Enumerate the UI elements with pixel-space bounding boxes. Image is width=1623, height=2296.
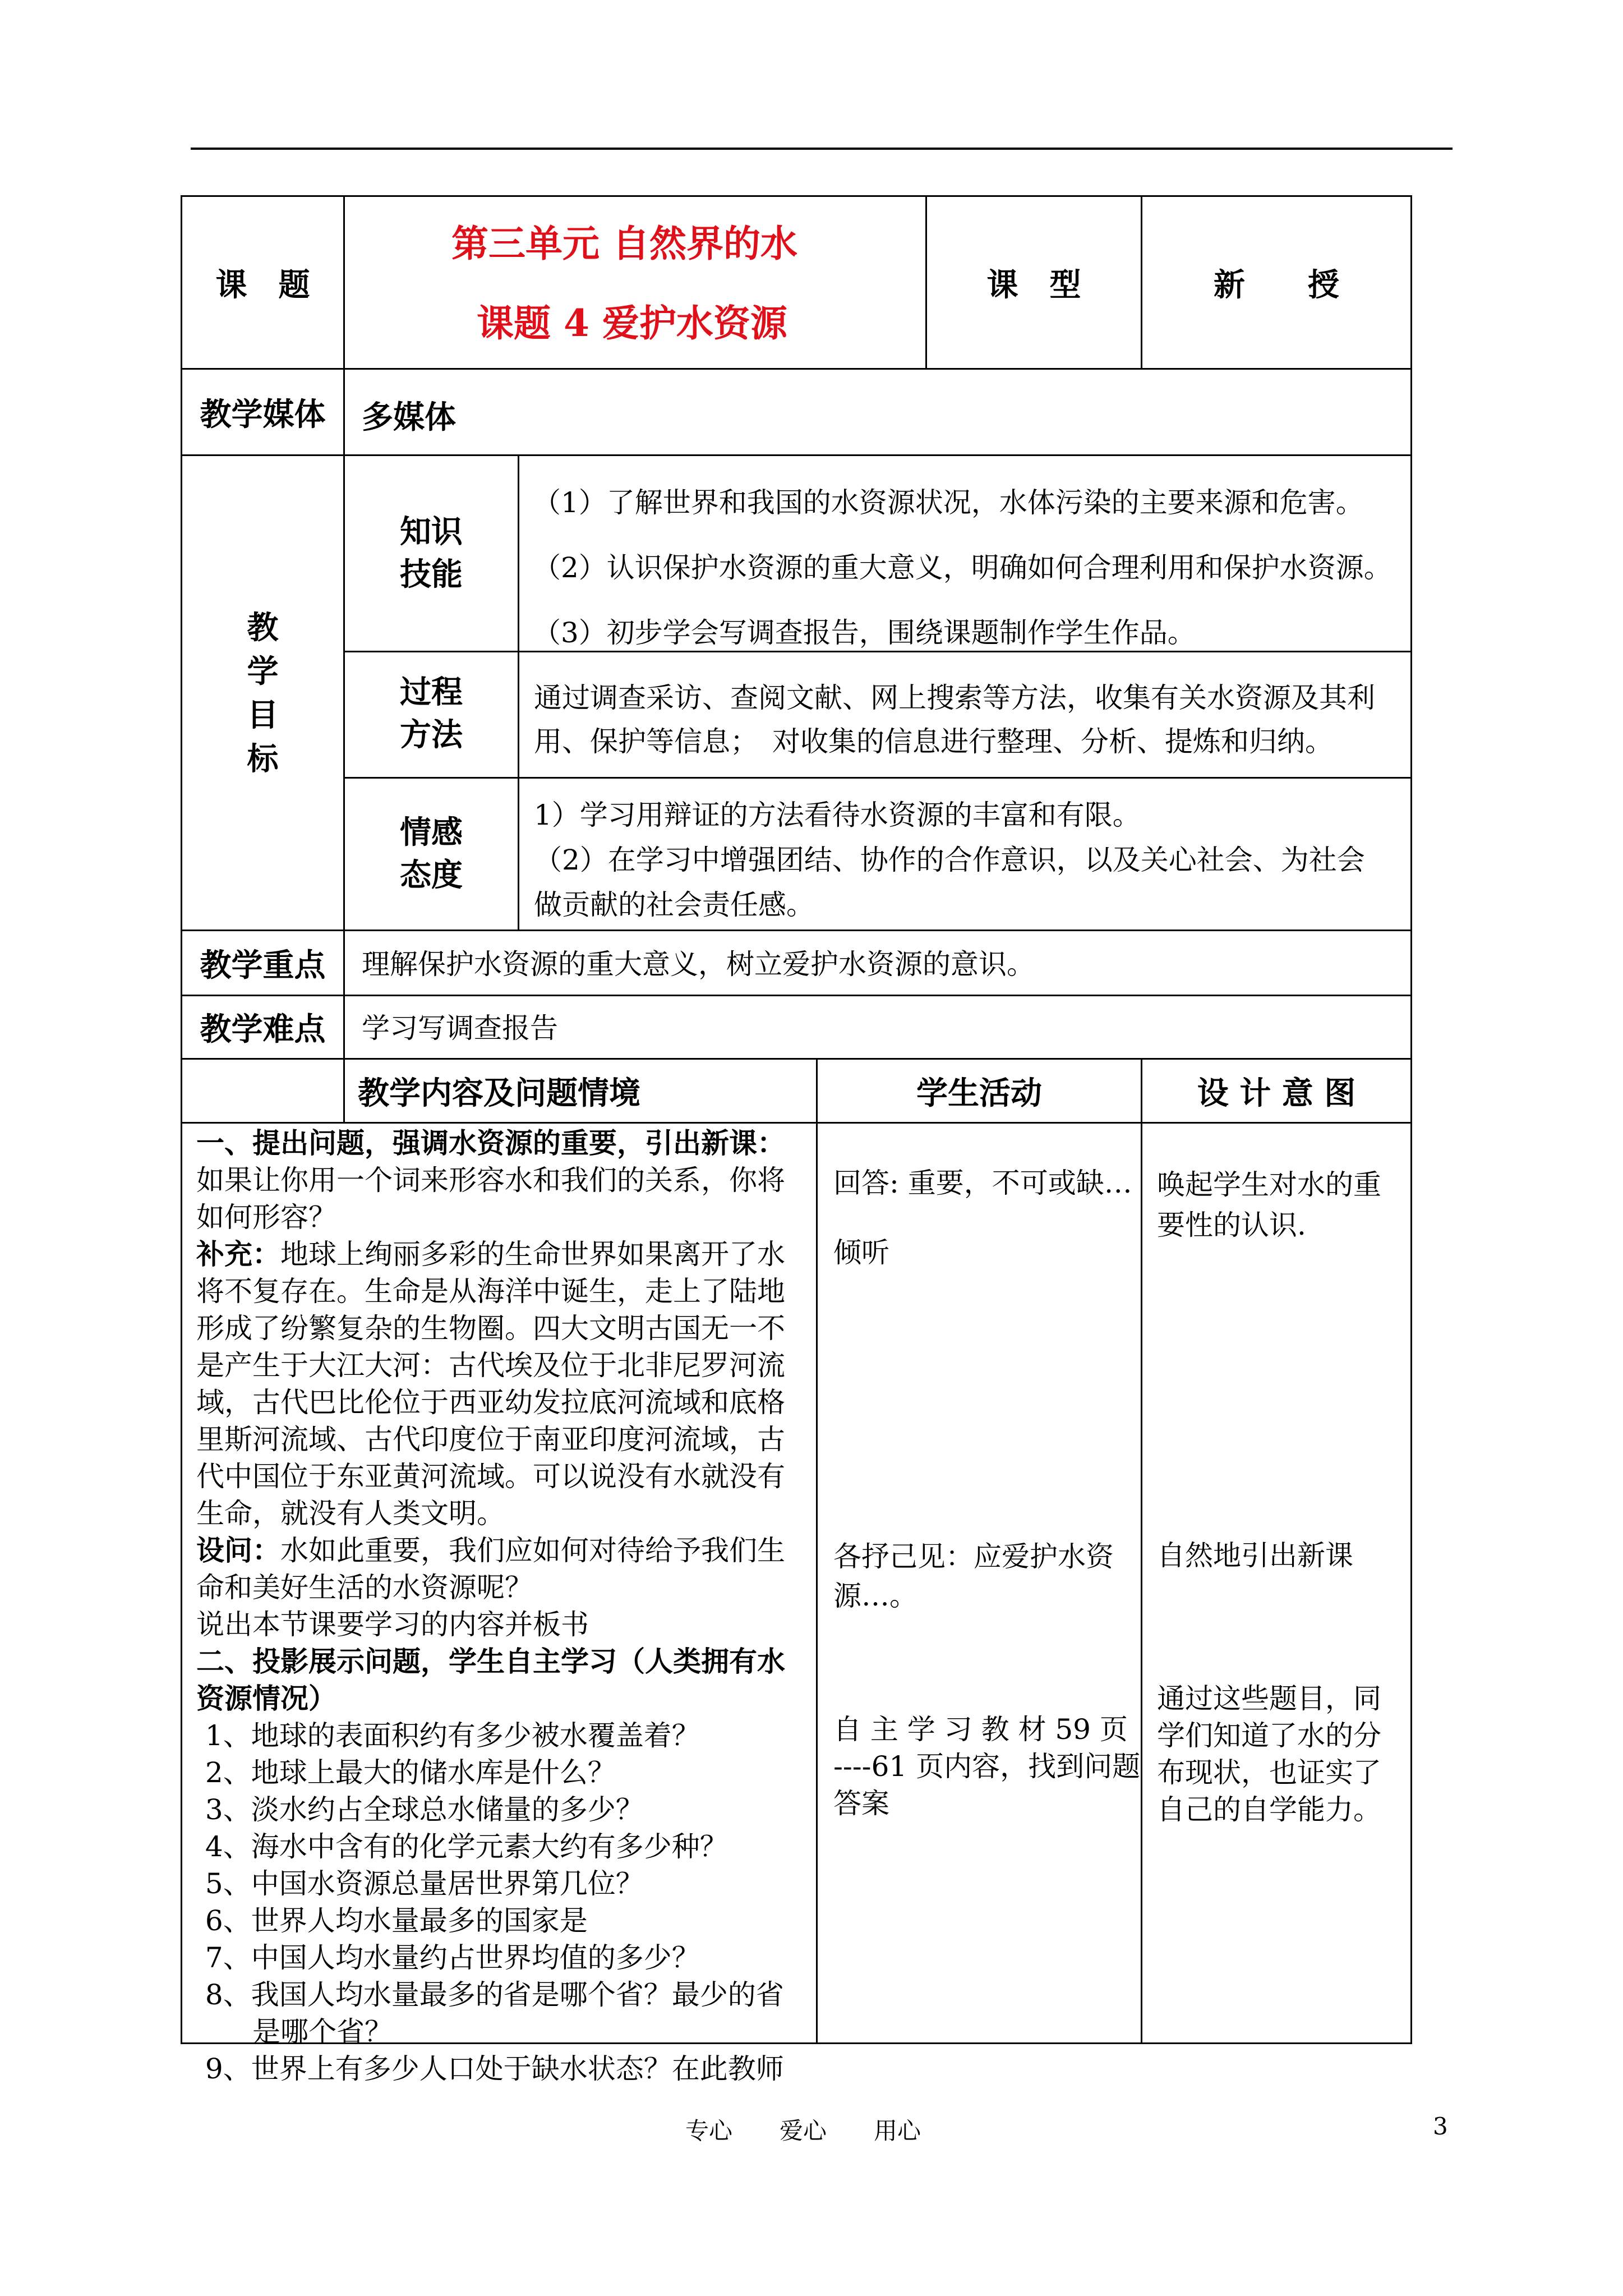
content-line-prefix: 补充： bbox=[196, 1237, 280, 1271]
content-line bbox=[196, 1902, 813, 1939]
content-line bbox=[196, 1717, 813, 1754]
knowledge-items bbox=[533, 470, 1392, 665]
content-line-text: 地球上绚丽多彩的生命世界如果离开了水 bbox=[280, 1238, 785, 1271]
footer-motto: 专心 爱心 用心 bbox=[685, 2117, 921, 2145]
key-point-value: 理解保护水资源的重大意义，树立爱护水资源的意识。 bbox=[362, 948, 1035, 981]
content-line-text: 5、中国水资源总量居世界第几位？ bbox=[196, 1867, 644, 1900]
content-line bbox=[196, 1347, 813, 1384]
type-label: 课 型 bbox=[986, 266, 1081, 303]
content-line-text: 如何形容？ bbox=[196, 1201, 336, 1234]
content-line bbox=[196, 1606, 813, 1643]
content-line bbox=[196, 1384, 813, 1421]
content-line bbox=[196, 1939, 813, 1976]
content-line-text: 生命，就没有人类文明。 bbox=[196, 1497, 505, 1530]
process-text: 通过调查采访、查阅文献、网上搜索等方法，收集有关水资源及其利 用、保护等信息； 对收集的信息进行整理、分析、提炼和归纳。 bbox=[534, 682, 1375, 758]
content-line bbox=[196, 1976, 813, 2013]
content-line-text: 资源情况） bbox=[196, 1682, 336, 1715]
content-line-text: 一、提出问题，强调水资源的重要，引出新课： bbox=[196, 1126, 785, 1159]
page-number: 3 bbox=[1433, 2113, 1448, 2140]
content-line-text: 是哪个省？ bbox=[196, 2016, 393, 2048]
content-line-text: 4、海水中含有的化学元素大约有多少种？ bbox=[196, 1830, 728, 1863]
unit-title: 第三单元 自然界的水 bbox=[451, 222, 797, 265]
knowledge-label: 知识 技能 bbox=[400, 513, 463, 593]
content-body bbox=[196, 1125, 813, 2087]
content-line-text: 6、世界人均水量最多的国家是 bbox=[196, 1904, 588, 1937]
intent-1: 唤起学生对水的重 要性的认识. bbox=[1157, 1168, 1381, 1241]
content-line-text: 说出本节课要学习的内容并板书 bbox=[196, 1608, 589, 1641]
content-line bbox=[196, 1569, 813, 1606]
topic-title: 课题 4 爱护水资源 bbox=[477, 301, 787, 345]
content-line bbox=[196, 2013, 813, 2050]
content-line bbox=[196, 1791, 813, 1828]
content-line bbox=[196, 1754, 813, 1791]
type-value: 新 授 bbox=[1214, 266, 1339, 303]
content-line bbox=[196, 1421, 813, 1458]
difficulty-value: 学习写调查报告 bbox=[362, 1012, 558, 1045]
content-line bbox=[196, 1495, 813, 1532]
content-line-prefix: 设问： bbox=[196, 1534, 280, 1567]
emotion-text: 1）学习用辩证的方法看待水资源的丰富和有限。 （2）在学习中增强团结、协作的合作意识，以及关心社会、为社会 做贡献的社会责任感。 bbox=[534, 799, 1365, 921]
content-line-text: 1、地球的表面积约有多少被水覆盖着？ bbox=[196, 1719, 700, 1752]
activity-column-header: 学生活动 bbox=[916, 1074, 1042, 1112]
content-line-text: 如果让你用一个词来形容水和我们的关系，你将 bbox=[196, 1164, 785, 1197]
media-value: 多媒体 bbox=[362, 399, 456, 436]
content-line bbox=[196, 2050, 813, 2087]
content-line bbox=[196, 1199, 813, 1236]
content-line-text: 命和美好生活的水资源呢？ bbox=[196, 1571, 533, 1604]
content-line bbox=[196, 1236, 813, 1273]
activity-self-study: 自 主 学 习 教 材 59 页 ----61 页内容，找到问题 答案 bbox=[833, 1713, 1141, 1820]
content-line bbox=[196, 1680, 813, 1717]
content-line bbox=[196, 1273, 813, 1310]
activity-discuss: 各抒己见：应爱护水资 源…。 bbox=[833, 1540, 1114, 1612]
content-line bbox=[196, 1125, 813, 1162]
process-label: 过程 方法 bbox=[400, 674, 463, 753]
content-line-text: 域，古代巴比伦位于西亚幼发拉底河流域和底格 bbox=[196, 1386, 785, 1419]
content-line-text: 水如此重要，我们应如何对待给予我们生 bbox=[280, 1534, 785, 1567]
content-line bbox=[196, 1643, 813, 1680]
content-column-header: 教学内容及问题情境 bbox=[358, 1074, 640, 1112]
content-line-text: 形成了纷繁复杂的生物圈。四大文明古国无一不 bbox=[196, 1312, 785, 1345]
content-line bbox=[196, 1310, 813, 1347]
difficulty-label: 教学难点 bbox=[200, 1011, 326, 1048]
content-line-text: 9、世界上有多少人口处于缺水状态？在此教师 bbox=[196, 2053, 784, 2085]
content-line bbox=[196, 1162, 813, 1199]
intent-column-header: 设 计 意 图 bbox=[1197, 1074, 1356, 1112]
intent-3: 通过这些题目，同 学们知道了水的分 布现状，也证实了 自己的自学能力。 bbox=[1157, 1682, 1381, 1826]
list-item: （2）认识保护水资源的重大意义，明确如何合理利用和保护水资源。 bbox=[533, 551, 1392, 584]
key-point-label: 教学重点 bbox=[200, 946, 326, 984]
list-item: （3）初步学会写调查报告，围绕课题制作学生作品。 bbox=[533, 616, 1196, 649]
content-line-text: 2、地球上最大的储水库是什么？ bbox=[196, 1756, 616, 1789]
content-line-text: 代中国位于东亚黄河流域。可以说没有水就没有 bbox=[196, 1460, 785, 1493]
emotion-label: 情感 态度 bbox=[400, 814, 463, 894]
content-line-text: 是产生于大江大河：古代埃及位于北非尼罗河流 bbox=[196, 1349, 785, 1382]
content-line bbox=[196, 1458, 813, 1495]
content-line-text: 7、中国人均水量约占世界均值的多少？ bbox=[196, 1941, 700, 1974]
content-line bbox=[196, 1532, 813, 1569]
list-item: （1）了解世界和我国的水资源状况，水体污染的主要来源和危害。 bbox=[533, 486, 1364, 519]
topic-label: 课 题 bbox=[215, 266, 310, 303]
content-line-text: 将不复存在。生命是从海洋中诞生，走上了陆地 bbox=[196, 1275, 785, 1308]
content-line bbox=[196, 1828, 813, 1865]
content-line-text: 二、投影展示问题，学生自主学习（人类拥有水 bbox=[196, 1645, 785, 1678]
content-line-text: 3、淡水约占全球总水储量的多少？ bbox=[196, 1793, 644, 1826]
lesson-title bbox=[345, 197, 925, 368]
intent-2: 自然地引出新课 bbox=[1157, 1539, 1353, 1572]
content-line bbox=[196, 1865, 813, 1902]
content-line-text: 8、我国人均水量最多的省是哪个省？最少的省 bbox=[196, 1978, 784, 2011]
activity-answer: 回答: 重要，不可或缺… bbox=[833, 1167, 1132, 1199]
content-line-text: 里斯河流域、古代印度位于南亚印度河流域，古 bbox=[196, 1423, 785, 1456]
objectives-label: 教 学 目 标 bbox=[247, 609, 279, 777]
activity-listen: 倾听 bbox=[833, 1236, 889, 1269]
media-label: 教学媒体 bbox=[200, 395, 326, 433]
